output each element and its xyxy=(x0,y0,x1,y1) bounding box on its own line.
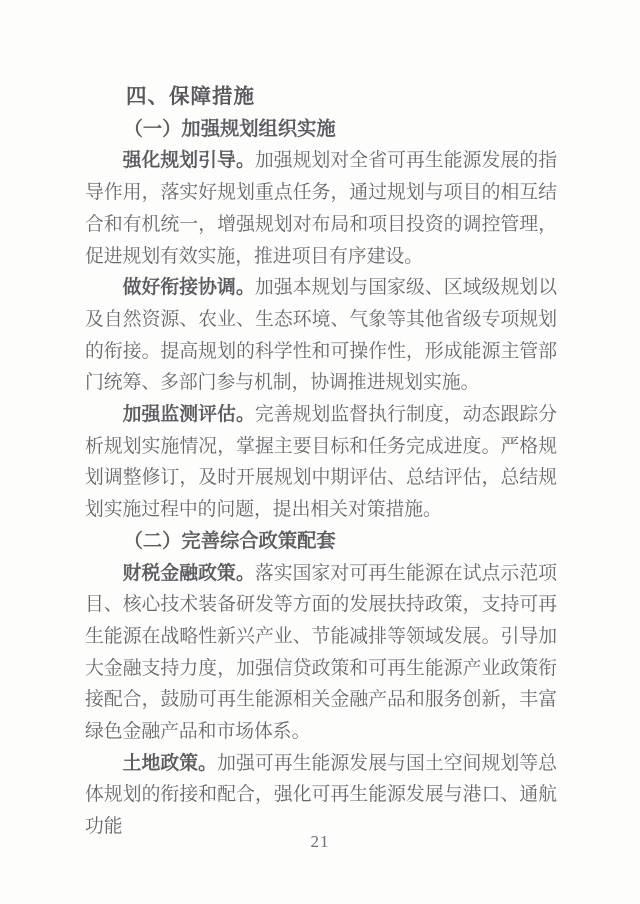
paragraph-lead: 财税金融政策。 xyxy=(122,562,255,584)
paragraph-lead: 做好衔接协调。 xyxy=(122,277,255,299)
paragraph-text: 加强本规划与国家级、区域级规划以及自然资源、农业、生态环境、气象等其他省级专项规划的衔接。提高规划的科学性和可操作性，形成能源主管部门统筹、多部门参与机制，协调推进规划实施。 xyxy=(85,277,558,394)
paragraph-text: 加强可再生能源发展与国土空间规划等总体规划的衔接和配合，强化可再生能源发展与港口、通航功能 xyxy=(85,752,558,838)
paragraph-lead: 强化规划引导。 xyxy=(122,150,255,172)
document-content xyxy=(85,82,557,843)
paragraph-lead: 加强监测评估。 xyxy=(122,404,255,426)
paragraph-text: 落实国家对可再生能源在试点示范项目、核心技术装备研发等方面的发展扶持政策，支持可再生能源在战略性新兴产业、节能减排等领域发展。引导加大金融支持力度，加强信贷政策和可再生能源产业政策衔接配合，鼓励可再生能源相关金融产品和服务创新，丰富绿色金融产品和市场体系。 xyxy=(85,562,558,743)
section-heading: 四、保障措施 xyxy=(126,86,255,108)
paragraph xyxy=(85,748,557,843)
paragraph xyxy=(85,145,557,272)
paragraph-text: 完善规划监督执行制度，动态跟踪分析规划实施情况，掌握主要目标和任务完成进度。严格规划调整修订，及时开展规划中期评估、总结评估，总结规划实施过程中的问题，提出相关对策措施。 xyxy=(85,404,558,521)
paragraph xyxy=(85,272,557,399)
paragraph xyxy=(85,558,557,748)
subsection-2-heading: （二）完善综合政策配套 xyxy=(123,530,336,552)
page-number: 21 xyxy=(310,832,330,851)
subsection-1-heading: （一）加强规划组织实施 xyxy=(123,118,336,140)
paragraph xyxy=(85,399,557,526)
paragraph-text: 加强规划对全省可再生能源发展的指导作用，落实好规划重点任务，通过规划与项目的相互结合和有机统一，增强规划对布局和项目投资的调控管理，促进规划有效实施，推进项目有序建设。 xyxy=(85,150,558,267)
paragraph-lead: 土地政策。 xyxy=(122,752,218,774)
